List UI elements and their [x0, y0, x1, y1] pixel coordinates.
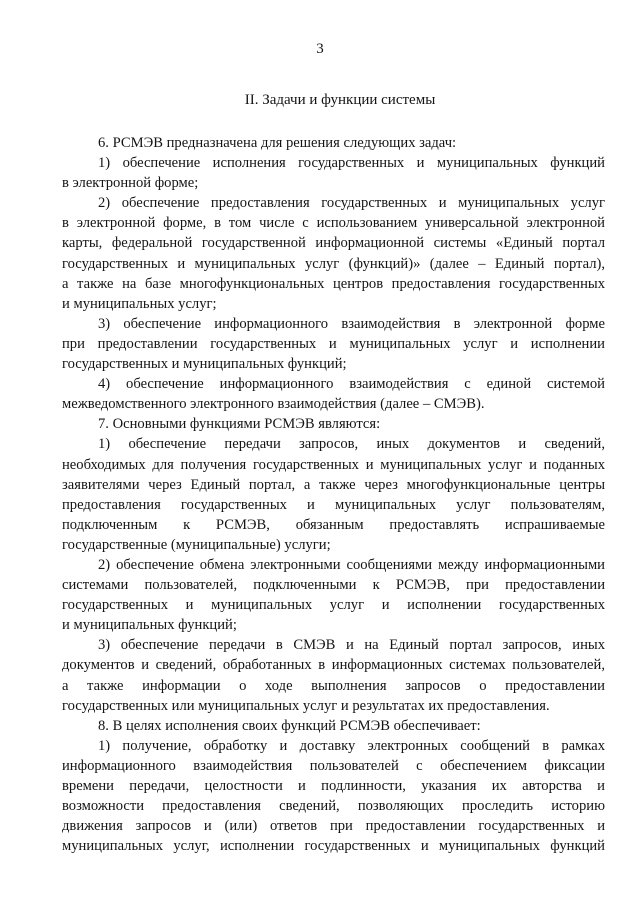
- text-line: государственные (муниципальные) услуги;: [62, 536, 331, 553]
- text-line: возможности предоставления сведений, позволяющих проследить историю: [62, 798, 605, 815]
- text-line: и муниципальных функций;: [62, 617, 237, 634]
- text-line: а также информации о ходе выполнения запросов о предоставлении: [62, 677, 605, 694]
- text-line: 2) обеспечение обмена электронными сообщениями между информационными: [98, 556, 605, 573]
- text-line: 1) обеспечение исполнения государственных и муниципальных функций: [98, 155, 605, 172]
- text-line: межведомственного электронного взаимодействия (далее – СМЭВ).: [62, 396, 485, 413]
- text-line: в электронной форме, в том числе с использованием универсальной электронной: [62, 215, 605, 232]
- text-line: при предоставлении государственных и муниципальных услуг и исполнении: [62, 335, 605, 352]
- text-line: 3) обеспечение передачи в СМЭВ и на Единый портал запросов, иных: [98, 637, 605, 654]
- text-line: информационного взаимодействия пользователей с обеспечением фиксации: [62, 757, 605, 774]
- text-line: подключенным к РСМЭВ, обязанным предоставлять испрашиваемые: [62, 516, 605, 533]
- text-line: государственных и муниципальных услуг и исполнении государственных: [62, 597, 605, 614]
- text-line: карты, федеральной государственной информационной системы «Единый портал: [62, 235, 605, 252]
- text-line: 2) обеспечение предоставления государственных и муниципальных услуг: [98, 195, 605, 212]
- text-line: в электронной форме;: [62, 175, 199, 192]
- text-line: предоставления государственных и муниципальных услуг пользователям,: [62, 496, 605, 513]
- page-number: 3: [316, 41, 324, 57]
- text-line: и муниципальных услуг;: [62, 295, 217, 312]
- text-line: 7. Основными функциями РСМЭВ являются:: [98, 416, 381, 433]
- text-line: движения запросов и (или) ответов при предоставлении государственных и: [62, 818, 605, 835]
- text-line: документов и сведений, обработанных в информационных системах пользователей,: [62, 657, 605, 674]
- text-line: государственных и муниципальных услуг (функций)» (далее – Единый портал),: [62, 255, 605, 272]
- text-line: а также на базе многофункциональных центров предоставления государственных: [62, 275, 605, 292]
- text-line: муниципальных услуг, исполнении государственных и муниципальных функций: [62, 838, 605, 855]
- text-line: заявителями через Единый портал, а также через многофункциональные центры: [62, 476, 605, 493]
- section-title: II. Задачи и функции системы: [244, 92, 436, 108]
- text-line: 4) обеспечение информационного взаимодействия с единой системой: [98, 376, 605, 393]
- text-line: 1) обеспечение передачи запросов, иных документов и сведений,: [98, 436, 605, 453]
- text-line: необходимых для получения государственных и муниципальных услуг и поданных: [62, 456, 605, 473]
- document-body: [62, 133, 605, 856]
- text-line: 8. В целях исполнения своих функций РСМЭВ обеспечивает:: [98, 717, 481, 734]
- text-line: системами пользователей, подключенными к РСМЭВ, при предоставлении: [62, 577, 605, 594]
- text-line: государственных или муниципальных услуг и результатах их предоставления.: [62, 697, 550, 714]
- text-line: 1) получение, обработку и доставку электронных сообщений в рамках: [98, 737, 605, 754]
- text-line: государственных и муниципальных функций;: [62, 356, 347, 373]
- text-line: 6. РСМЭВ предназначена для решения следующих задач:: [98, 135, 457, 151]
- text-line: 3) обеспечение информационного взаимодействия в электронной форме: [98, 315, 605, 332]
- text-line: времени передачи, целостности и подлинности, указания их авторства и: [62, 778, 605, 794]
